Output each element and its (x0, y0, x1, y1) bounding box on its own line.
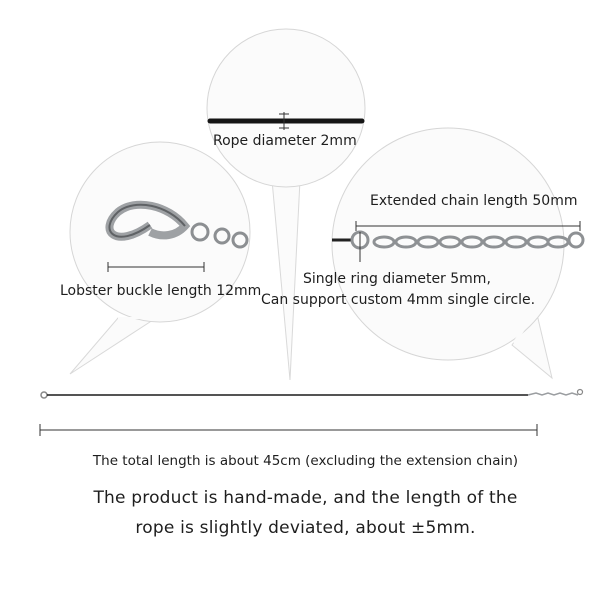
ring-custom-label: Can support custom 4mm single circle. (261, 292, 536, 308)
lobster-bubble (70, 142, 250, 374)
total-length-dimension (40, 424, 537, 436)
ring-diameter-label: Single ring diameter 5mm, (303, 271, 491, 287)
handmade-note-line-1: The product is hand-made, and the length of the (93, 488, 518, 508)
handmade-note-line-2: rope is slightly deviated, about ±5mm. (135, 518, 476, 538)
rope-diameter-label: Rope diameter 2mm (213, 133, 357, 149)
lobster-length-label: Lobster buckle length 12mm (60, 283, 262, 299)
necklace-overview (41, 390, 583, 399)
extension-length-label: Extended chain length 50mm (370, 193, 578, 209)
total-length-label: The total length is about 45cm (excluding the extension chain) (92, 453, 519, 469)
chain-bubble (332, 128, 564, 378)
